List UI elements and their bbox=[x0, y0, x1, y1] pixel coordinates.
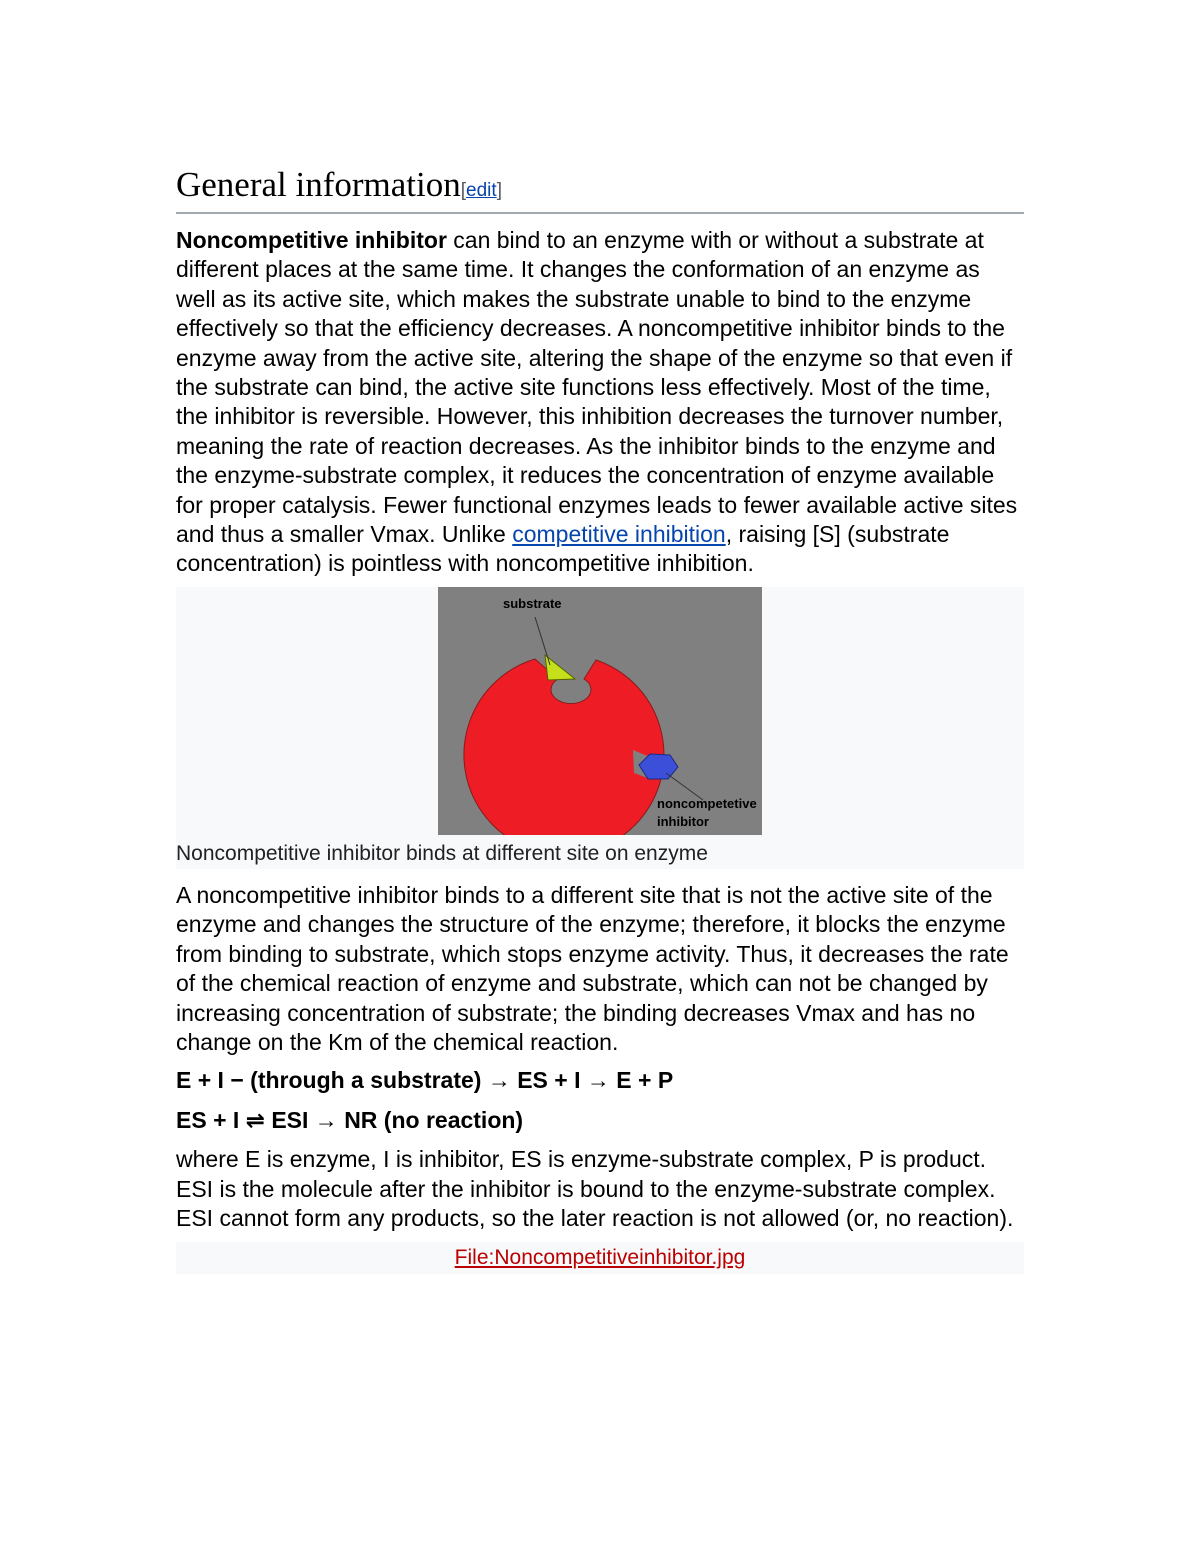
figure-thumbnail bbox=[176, 587, 1024, 869]
article-content bbox=[176, 166, 1024, 1274]
equation-1: E + I − (through a substrate) → ES + I → E + P bbox=[176, 1067, 674, 1094]
intro-paragraph: Noncompetitive inhibitor can bind to an enzyme with or without a substrate at different places at the same time. It changes the conformation of an enzyme as well as its active site, which makes the substrate unable to bind to the enzyme effectively so that the efficiency decreases. A noncompetitive inhibitor binds to the enzyme away from the active site, altering the shape of the enzyme so that even if the substrate can bind, the active site functions less effectively. Most of the time, the inhibitor is reversible. However, this inhibition decreases the turnover number, meaning the rate of reaction decreases. As the inhibitor binds to the enzyme and the enzyme-substrate complex, it reduces the concentration of enzyme available for proper catalysis. Fewer functional enzymes leads to fewer available active sites and thus a smaller Vmax. Unlike competitive inhibition, raising [S] (substrate concentration) is pointless with noncompetitive inhibition. bbox=[176, 227, 1018, 577]
file-link[interactable]: File:Noncompetitiveinhibitor.jpg bbox=[454, 1245, 746, 1269]
equation-2: ES + I ⇌ ESI → NR (no reaction) bbox=[176, 1107, 524, 1134]
competitive-inhibition-link[interactable]: competitive inhibition bbox=[512, 521, 726, 548]
substrate-label: substrate bbox=[503, 595, 562, 611]
section-heading bbox=[176, 166, 1024, 214]
definitions-paragraph: where E is enzyme, I is inhibitor, ES is enzyme-substrate complex, P is product. ESI is the molecule after the inhibitor is bound to the enzyme-substrate complex. ESI cannot form any products, so the later reaction is not allowed (or, no reaction). bbox=[176, 1146, 1014, 1232]
bold-term: Noncompetitive inhibitor bbox=[176, 227, 447, 253]
file-link-bar bbox=[176, 1242, 1024, 1274]
inhibitor-label-line1: noncompetetive bbox=[657, 795, 757, 811]
edit-link[interactable]: edit bbox=[466, 180, 497, 201]
enzyme-diagram bbox=[438, 587, 762, 835]
section-title: General information bbox=[176, 165, 461, 204]
description-paragraph: A noncompetitive inhibitor binds to a different site that is not the active site of the enzyme and changes the structure of the enzyme; therefore, it blocks the enzyme from binding to substrate, which stops enzyme activity. Thus, it decreases the rate of the chemical reaction of enzyme and substrate, which can not be changed by increasing concentration of substrate; the binding decreases Vmax and has no change on the Km of the chemical reaction. bbox=[176, 881, 1009, 1055]
enzyme-diagram-image[interactable] bbox=[438, 587, 762, 835]
inhibitor-label-line2: inhibitor bbox=[657, 813, 709, 829]
edit-section: [edit] bbox=[460, 180, 502, 201]
figure-caption: Noncompetitive inhibitor binds at different site on enzyme bbox=[176, 841, 708, 865]
